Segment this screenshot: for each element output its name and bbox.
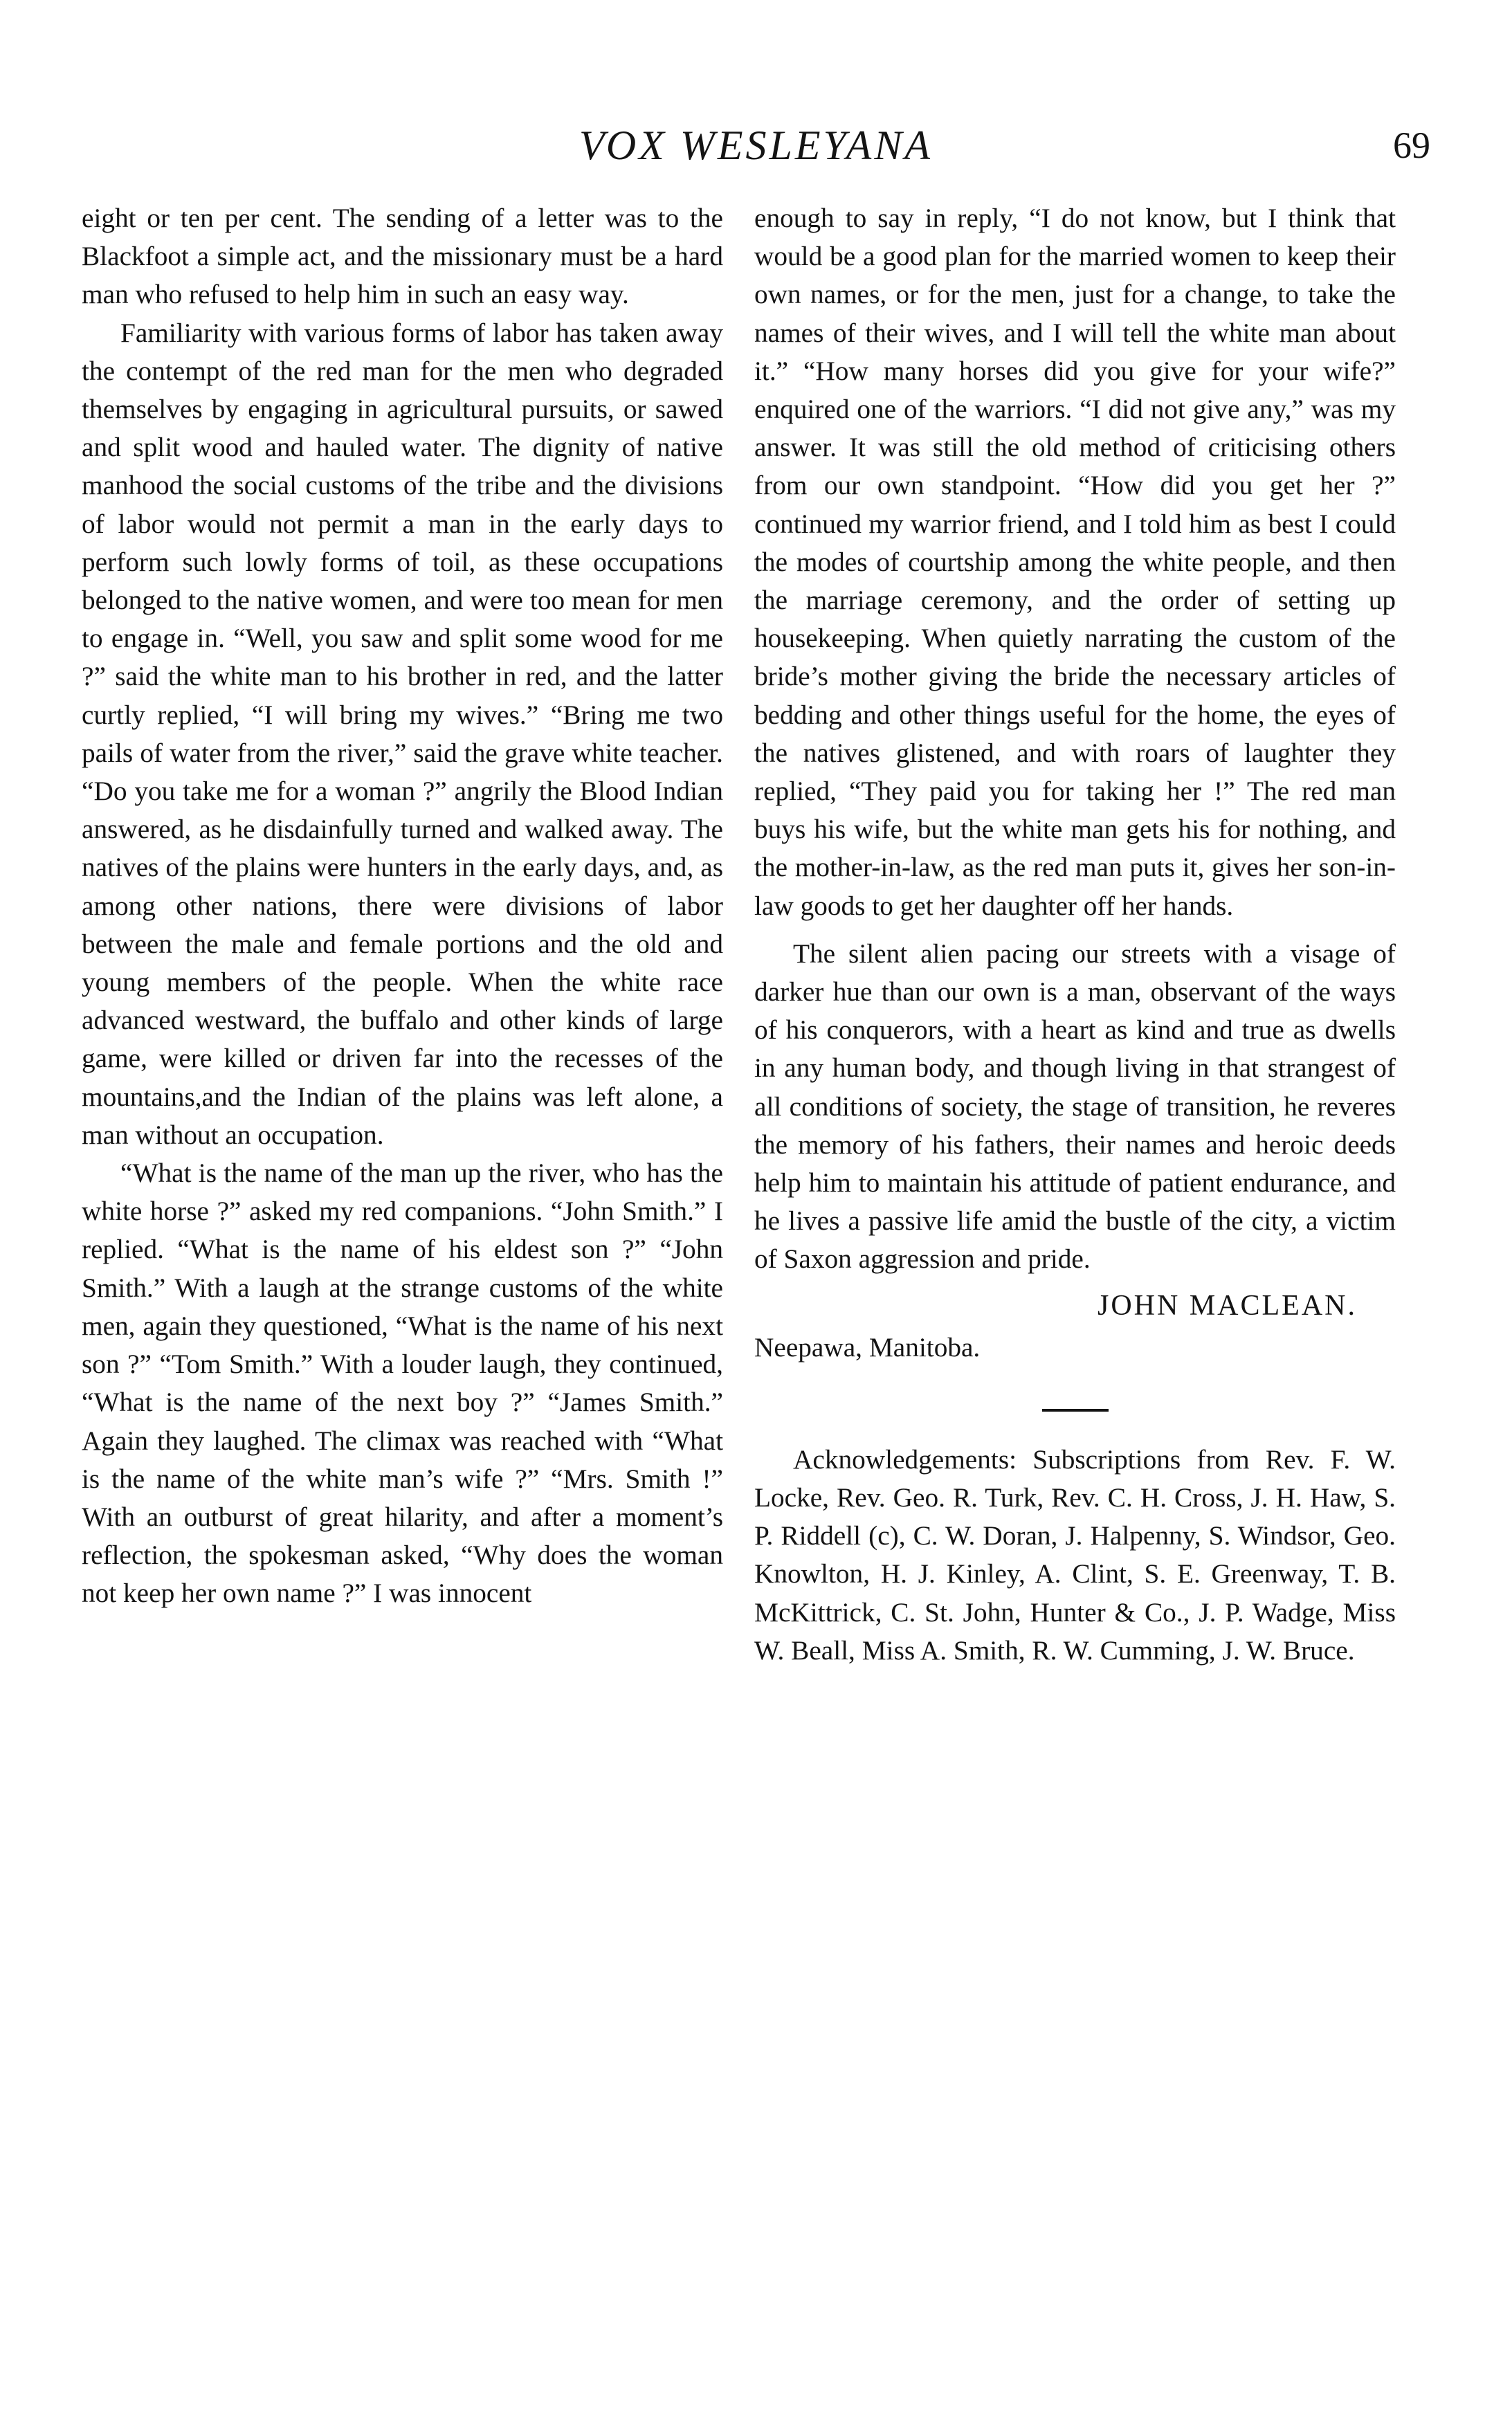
paragraph-marriage: enough to say in reply, “I do not know, but I think that would be a good plan for the married women to keep their own names, or for the men, just for a change, to take the names of their wives, and I will tell the white man about it.” “How many horses did you give for your wife?” enquired one of the warriors. “I did not give any,” was my answer. It was still the old method of criticising others from our own standpoint. “How did you get her ?” continued my warrior friend, and I told him as best I could the modes of courtship among the white people, and then the marriage ceremony, and the order of setting up housekeeping. When quietly narrating the custom of the bride’s mother giving the bride the necessary articles of bedding and other things useful for the home, the eyes of the natives glistened, and with roars of laughter they replied, “They paid you for taking her !” The red man buys his wife, but the white man gets his for nothing, and the mother-in-law, as the red man puts it, gives her son-in-law goods to get her daughter off her hands. [754, 203, 1396, 921]
author-signature: JOHN MACLEAN. [1097, 1289, 1357, 1322]
page-header [82, 114, 1430, 176]
left-column [82, 199, 723, 1613]
paragraph-continuation: eight or ten per cent. The sending of a letter was to the Blackfoot a simple act, and the missionary must be a hard man who refused to help him in such an easy way. [82, 203, 723, 310]
section-divider [1042, 1409, 1109, 1412]
paragraph-labor: Familiarity with various forms of labor has taken away the contempt of the red man for the men who degraded themselves by engaging in agricultural pursuits, or sawed and split wood and hauled water. The dignity of native manhood the social customs of the tribe and the divisions of labor would not permit a man in the early days to perform such lowly forms of toil, as these occupations belonged to the native women, and were too mean for men to engage in. “Well, you saw and split some wood for me ?” said the white man to his brother in red, and the latter curtly replied, “I will bring my wives.” “Bring me two pails of water from the river,” said the grave white teacher. “Do you take me for a woman ?” angrily the Blood Indian answered, as he disdainfully turned and walked away. The natives of the plains were hunters in the early days, and, as among other nations, there were divisions of labor between the male and female portions and the old and young members of the people. When the white race advanced westward, the buffalo and other kinds of large game, were killed or driven far into the recesses of the mountains,and the Indian of the plains was left alone, a man without an occupation. [82, 317, 723, 1150]
paragraph-silent-alien: The silent alien pacing our streets with a visage of darker hue than our own is a man, observant of the ways of his conquerors, with a heart as kind and true as dwells in any human body, and though living in that strangest of all conditions of society, the stage of transition, he reveres the memory of his fathers, their names and heroic deeds help him to maintain his attitude of patient endurance, and he lives a passive life amid the bustle of the city, a victim of Saxon aggression and pride. [754, 938, 1396, 1275]
right-column [754, 199, 1396, 1670]
running-title: VOX WESLEYANA [579, 122, 933, 168]
paragraph-names: “What is the name of the man up the river, who has the white horse ?” asked my red companions. “John Smith.” I replied. “What is the name of his eldest son ?” “John Smith.” With a laugh at the strange customs of the white men, again they questioned, “What is the name of his next son ?” “Tom Smith.” With a louder laugh, they continued, “What is the name of the next boy ?” “James Smith.” Again they laughed. The climax was reached with “What is the name of the white man’s wife ?” “Mrs. Smith !” With an outburst of great hilarity, and after a moment’s reflection, the spokesman asked, “Why does the woman not keep her own name ?” I was innocent [82, 1158, 723, 1609]
author-location: Neepawa, Manitoba. [754, 1331, 981, 1363]
page-number: 69 [1393, 125, 1430, 166]
acknowledgements: Acknowledgements: Subscriptions from Rev. F. W. Locke, Rev. Geo. R. Turk, Rev. C. H. Cross, J. H. Haw, S. P. Riddell (c), C. W. Doran, J. Halpenny, S. Windsor, Geo. Knowlton, H. J. Kinley, A. Clint, S. E. Greenway, T. B. McKittrick, C. St. John, Hunter & Co., J. P. Wadge, Miss W. Beall, Miss A. Smith, R. W. Cumming, J. W. Bruce. [754, 1443, 1396, 1666]
